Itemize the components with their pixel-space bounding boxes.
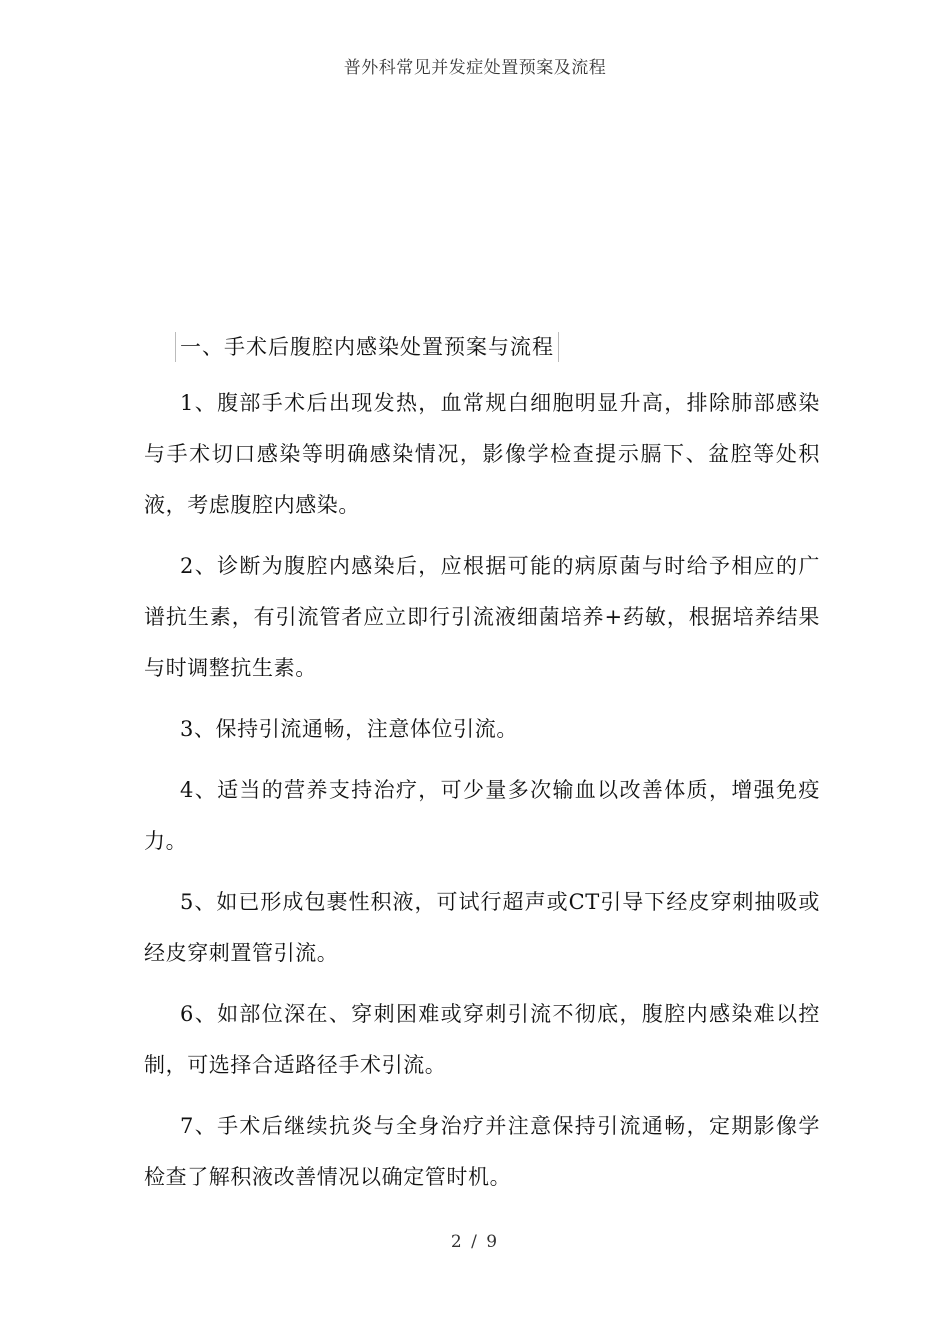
- paragraph-2: 2、诊断为腹腔内感染后，应根据可能的病原菌与时给予相应的广谱抗生素，有引流管者应立即行引流液细菌培养+药敏，根据培养结果与时调整抗生素。: [144, 554, 820, 680]
- paragraph-1: 1、腹部手术后出现发热，血常规白细胞明显升高，排除肺部感染与手术切口感染等明确感染情况，影像学检查提示膈下、盆腔等处积液，考虑腹腔内感染。: [144, 391, 820, 517]
- page-number: 2 / 9: [450, 1232, 500, 1252]
- paragraph-5: 5、如已形成包裹性积液，可试行超声或CT引导下经皮穿刺抽吸或经皮穿刺置管引流。: [144, 890, 820, 965]
- page-header-title: 普外科常见并发症处置预案及流程: [343, 58, 607, 78]
- document-body: [144, 378, 820, 1213]
- paragraph-6: 6、如部位深在、穿刺困难或穿刺引流不彻底，腹腔内感染难以控制，可选择合适路径手术引流。: [144, 1002, 820, 1077]
- section-heading: 一、手术后腹腔内感染处置预案与流程: [175, 332, 559, 362]
- paragraph-4: 4、适当的营养支持治疗，可少量多次输血以改善体质，增强免疫力。: [144, 778, 820, 853]
- paragraph-7: 7、手术后继续抗炎与全身治疗并注意保持引流通畅，定期影像学检查了解积液改善情况以确定管时机。: [144, 1114, 820, 1189]
- paragraph-3: 3、保持引流通畅，注意体位引流。: [180, 717, 518, 741]
